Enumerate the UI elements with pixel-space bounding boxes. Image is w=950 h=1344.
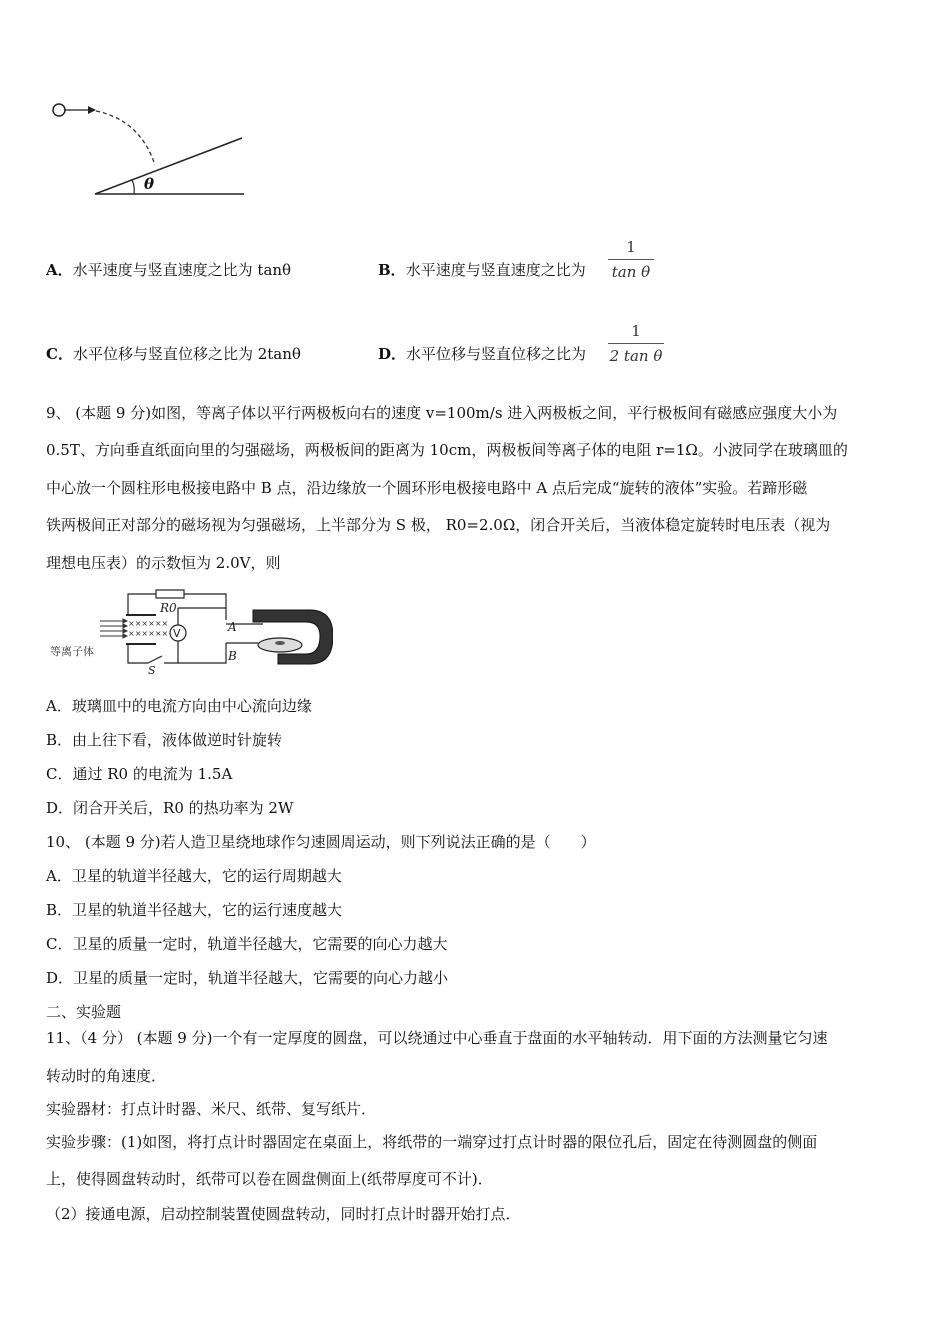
- fraction-numerator: 1: [631, 322, 641, 340]
- horseshoe-magnet: [253, 610, 333, 664]
- q9-stem-line4: 铁两极间正对部分的磁场视为匀强磁场，上半部分为 S 极， R0=2.0Ω，闭合开关后，当液体稳定旋转时电压表（视为: [46, 516, 831, 534]
- center-electrode: [275, 641, 285, 645]
- terminal-a-label: A: [228, 620, 237, 634]
- angle-label: θ: [144, 175, 155, 193]
- q10-option-d: D．卫星的质量一定时，轨道半径越大，它需要的向心力越小: [46, 969, 449, 987]
- q11-line1: 11、（4 分） (本题 9 分)一个有一定厚度的圆盘，可以绕通过中心垂直于盘面的水平轴转动．用下面的方法测量它匀速: [46, 1029, 828, 1047]
- velocity-arrowhead: [88, 106, 96, 114]
- q8-option-a-text: 水平速度与竖直速度之比为 tanθ: [72, 261, 292, 279]
- q9-stem-line1: 9、 (本题 9 分)如图，等离子体以平行两极板向右的速度 v=100m/s 进入两极板之间，平行极板间有磁感应强度大小为: [46, 404, 838, 422]
- fraction-numerator: 1: [626, 238, 636, 256]
- ball: [53, 104, 65, 116]
- voltmeter-label: V: [173, 627, 181, 640]
- q9-stem-line2: 0.5T、方向垂直纸面向里的匀强磁场，两极板间的距离为 10cm，两极板间等离子体的电阻 r=1Ω。小波同学在玻璃皿的: [46, 441, 848, 459]
- section-heading: 二、实验题: [46, 1003, 122, 1021]
- switch-s: [148, 656, 162, 663]
- switch-label: S: [148, 664, 156, 677]
- plasma-label: 等离子体: [50, 645, 94, 658]
- q8-option-d-text: 水平位移与竖直位移之比为: [406, 345, 587, 363]
- r0-label: [159, 601, 177, 615]
- q11-line5: 上，使得圆盘转动时，纸带可以卷在圆盘侧面上(纸带厚度可不计)．: [46, 1170, 493, 1188]
- plasma-arrows: [100, 619, 127, 638]
- q9-stem-line5: 理想电压表）的示数恒为 2.0V，则: [46, 554, 281, 572]
- magnetic-field-crosses: ××××××: [128, 629, 169, 638]
- q11-line4: 实验步骤：(1)如图，将打点计时器固定在桌面上，将纸带的一端穿过打点计时器的限位孔后，固定在待测圆盘的侧面: [46, 1133, 818, 1151]
- terminal-b-label: B: [228, 649, 237, 663]
- projectile-incline-figure: [40, 90, 260, 210]
- q9-option-d: D．闭合开关后，R0 的热功率为 2W: [46, 799, 294, 817]
- fraction-denominator: 2 tan θ: [609, 347, 663, 365]
- angle-arc: [132, 180, 134, 194]
- q11-line3: 实验器材：打点计时器、米尺、纸带、复写纸片．: [46, 1100, 377, 1118]
- q8-option-d-letter: D．: [378, 345, 407, 363]
- q11-line6: （2）接通电源，启动控制装置使圆盘转动，同时打点计时器开始打点．: [46, 1205, 521, 1223]
- q8-option-d: [378, 347, 586, 362]
- incline-line: [95, 138, 242, 194]
- magnetic-field-crosses: ××××××: [128, 619, 169, 628]
- trajectory-curve: [96, 111, 155, 165]
- r0-label-text: R0: [160, 601, 177, 615]
- q10-stem: 10、 (本题 9 分)若人造卫星绕地球作匀速圆周运动，则下列说法正确的是（ ）: [46, 833, 596, 851]
- q8-option-c: [46, 347, 301, 362]
- q8-option-c-text: 水平位移与竖直位移之比为 2tanθ: [72, 345, 301, 363]
- q8-option-a: [46, 263, 291, 278]
- resistor-r0: [156, 590, 184, 598]
- bottom-wire: [128, 644, 148, 663]
- q8-option-b: [378, 263, 586, 278]
- circuit-figure: [48, 588, 333, 678]
- q10-option-a: A．卫星的轨道半径越大，它的运行周期越大: [46, 867, 342, 885]
- q8-option-b-text: 水平速度与竖直速度之比为: [405, 261, 586, 279]
- q10-option-c: C．卫星的质量一定时，轨道半径越大，它需要的向心力越大: [46, 935, 448, 953]
- q9-option-c: C．通过 R0 的电流为 1.5A: [46, 765, 233, 783]
- q9-option-b: B．由上往下看，液体做逆时针旋转: [46, 731, 283, 749]
- q8-option-b-fraction: [608, 238, 654, 281]
- q8-option-a-letter: A．: [46, 261, 73, 279]
- fraction-denominator: tan θ: [611, 263, 651, 281]
- q8-option-b-letter: B．: [378, 261, 406, 279]
- q10-option-b: B．卫星的轨道半径越大，它的运行速度越大: [46, 901, 343, 919]
- bottom-wire-right: [164, 643, 226, 663]
- q8-option-c-letter: C．: [46, 345, 73, 363]
- q9-option-a: A．玻璃皿中的电流方向由中心流向边缘: [46, 697, 312, 715]
- q11-line2: 转动时的角速度．: [46, 1067, 167, 1085]
- q9-stem-line3: 中心放一个圆柱形电极接电路中 B 点，沿边缘放一个圆环形电极接电路中 A 点后完成“旋转的液体”实验。若蹄形磁: [46, 479, 808, 497]
- q8-option-d-fraction: [608, 322, 664, 365]
